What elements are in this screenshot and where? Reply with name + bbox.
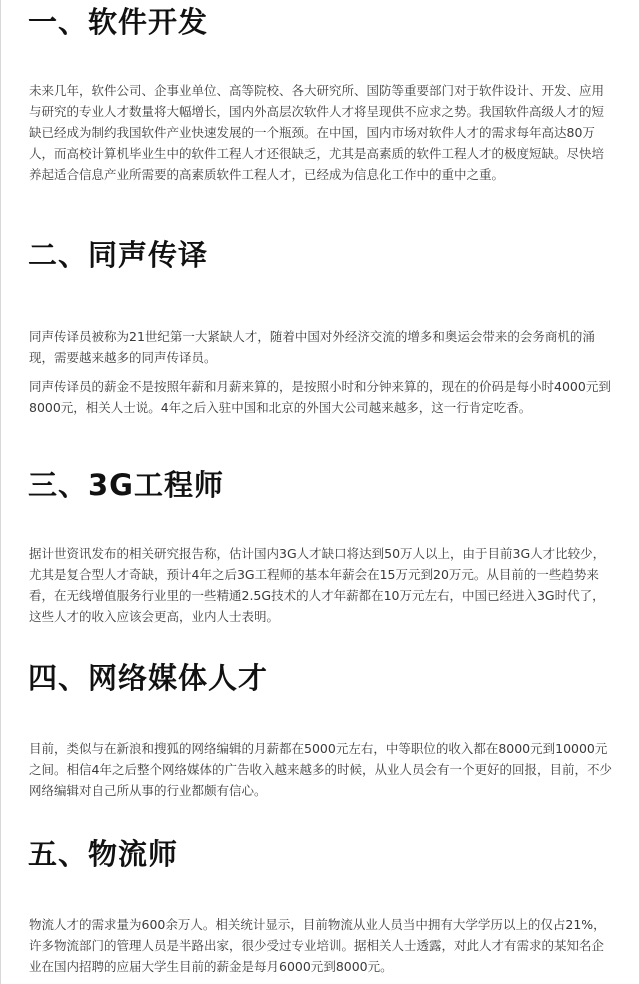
section-heading: 二、同声传译 bbox=[28, 238, 209, 272]
section-paragraph: 据计世资讯发布的相关研究报告称，估计国内3G人才缺口将达到50万人以上，由于目前3G人才比较少，尤其是复合型人才奇缺，预计4年之后3G工程师的基本年薪会在15万元到20万元。从目前的一些趋势来看，在无线增值服务行业里的一些精通2.5G技术的人才年薪都在10万元左右，中国已经进入3G时代了，这些人才的收入应该会更高，业内人士表明。 bbox=[29, 546, 606, 624]
section-heading: 一、软件开发 bbox=[28, 5, 209, 39]
section-paragraph: 物流人才的需求量为600余万人。相关统计显示，目前物流从业人员当中拥有大学学历以上的仅占21%，许多物流部门的管理人员是半路出家，很少受过专业培训。据相关人士透露，对此人才有需求的某知名企业在国内招聘的应届大学生目前的薪金是每月6000元到8000元。 bbox=[29, 917, 606, 974]
section-paragraph: 未来几年，软件公司、企事业单位、高等院校、各大研究所、国防等重要部门对于软件设计、开发、应用与研究的专业人才数量将大幅增长，国内外高层次软件人才将呈现供不应求之势。我国软件高级人才的短缺已经成为制约我国软件产业快速发展的一个瓶颈。在中国，国内市场对软件人才的需求每年高达80万人，而高校计算机毕业生中的软件工程人才还很缺乏，尤其是高素质的软件工程人才的极度短缺。尽快培养起适合信息产业所需要的高素质软件工程人才，已经成为信息化工作中的重中之重。 bbox=[29, 83, 605, 182]
section-heading: 三、3G工程师 bbox=[28, 468, 224, 502]
section-paragraph: 目前，类似与在新浪和搜狐的网络编辑的月薪都在5000元左右，中等职位的收入都在8000元到10000元之间。相信4年之后整个网络媒体的广告收入越来越多的时候，从业人员会有一个更好的回报，目前，不少网络编辑对自己所从事的行业都颇有信心。 bbox=[29, 741, 612, 798]
section-heading: 五、物流师 bbox=[28, 837, 179, 871]
section-paragraph: 同声传译员的薪金不是按照年薪和月薪来算的，是按照小时和分钟来算的，现在的价码是每小时4000元到8000元，相关人士说。4年之后入驻中国和北京的外国大公司越来越多，这一行肯定吃香。 bbox=[29, 379, 611, 415]
section-paragraph: 同声传译员被称为21世纪第一大紧缺人才，随着中国对外经济交流的增多和奥运会带来的会务商机的涌现，需要越来越多的同声传译员。 bbox=[29, 329, 595, 365]
section-heading: 四、网络媒体人才 bbox=[28, 661, 269, 695]
